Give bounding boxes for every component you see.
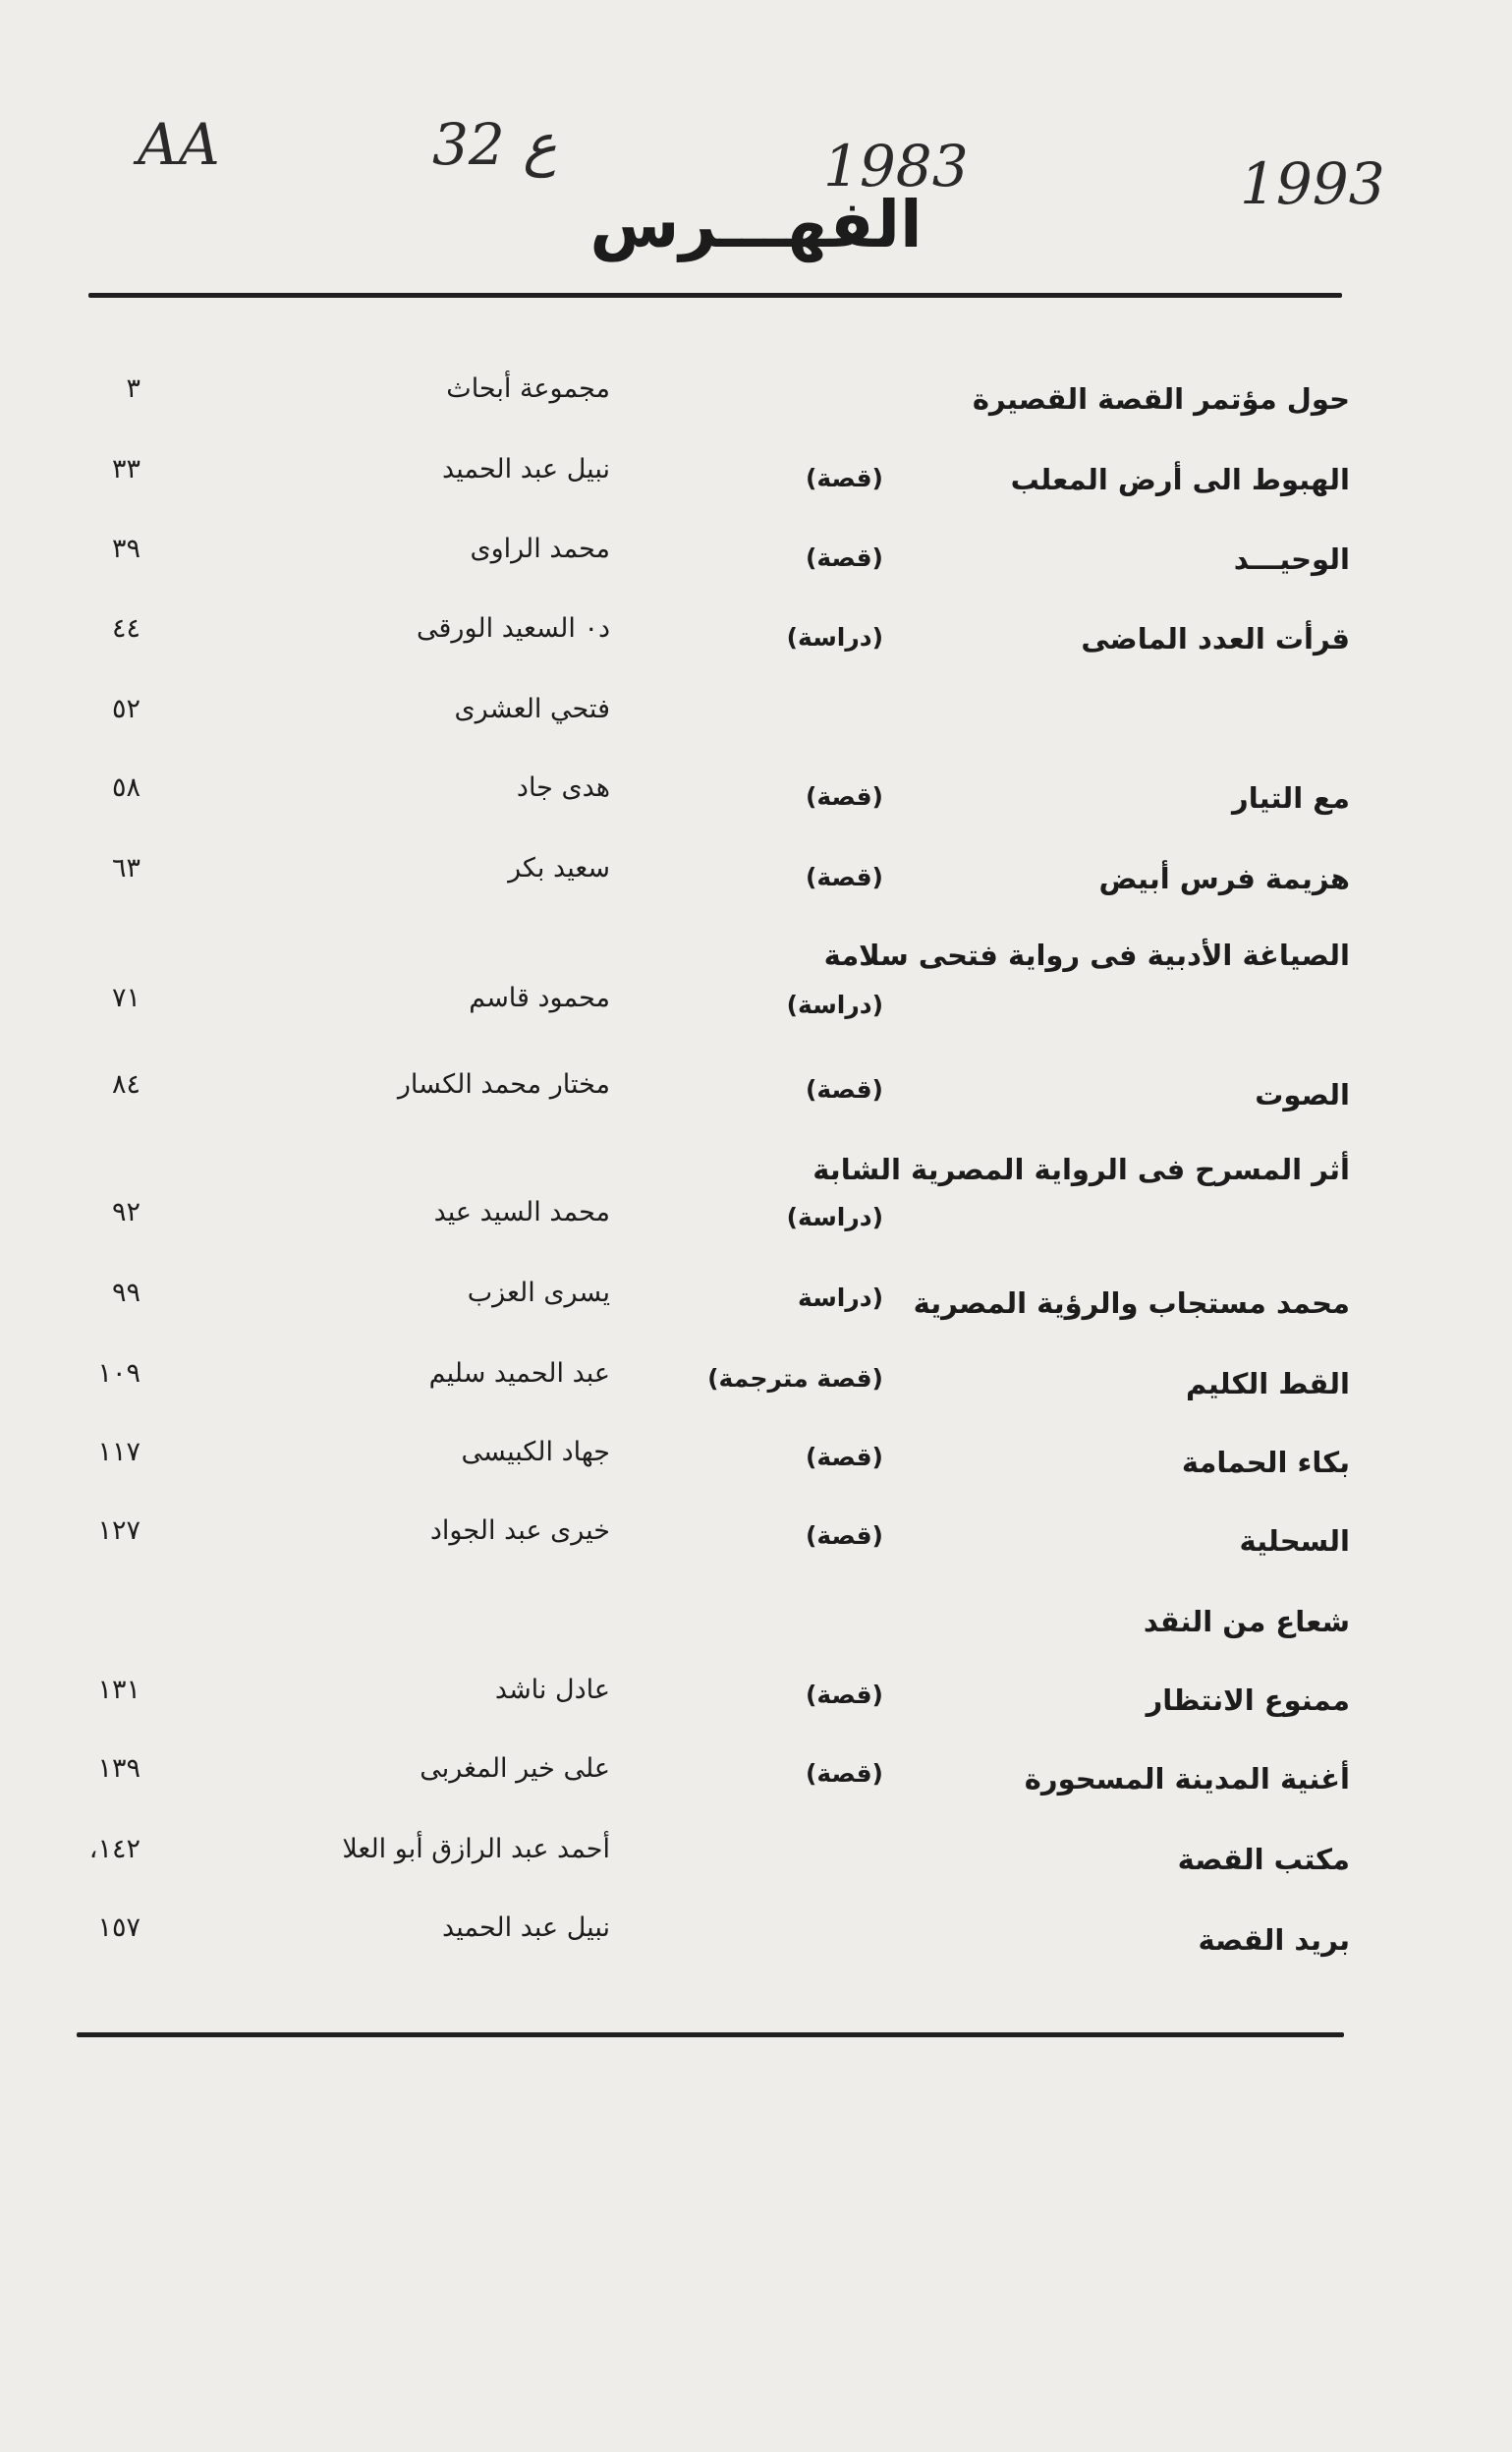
- toc-page: ٣: [126, 373, 140, 404]
- toc-genre: (دراسة): [786, 991, 883, 1019]
- toc-title: السحلية: [1239, 1524, 1350, 1558]
- toc-title: مكتب القصة: [1177, 1843, 1350, 1876]
- toc-title: الصوت: [1255, 1078, 1350, 1112]
- toc-row: [0, 1914, 1512, 2013]
- toc-genre: (قصة): [805, 863, 883, 891]
- toc-author: هدى جاد: [516, 772, 610, 803]
- toc-title: القط الكليم: [1186, 1367, 1350, 1400]
- toc-page: ١٣٩: [97, 1753, 140, 1784]
- toc-page: ٥٨: [111, 772, 140, 803]
- toc-author: محمد السيد عيد: [433, 1197, 610, 1227]
- toc-page: ٣٩: [111, 534, 140, 564]
- toc-author: مختار محمد الكسار: [397, 1069, 610, 1100]
- toc-author: خيرى عبد الجواد: [429, 1515, 610, 1546]
- toc-title: هزيمة فرس أبيض: [1098, 862, 1350, 895]
- toc-author: عبد الحميد سليم: [428, 1358, 610, 1389]
- toc-page: ٣٣: [111, 454, 140, 485]
- toc-title: الوحيـــد: [1233, 542, 1350, 576]
- toc-genre: (قصة): [805, 543, 883, 572]
- toc-genre: (قصة): [805, 1681, 883, 1709]
- page-title: الفهـــرس: [589, 187, 923, 262]
- toc-author: محمد الراوى: [470, 534, 610, 564]
- toc-title: ممنوع الانتظار: [1146, 1683, 1350, 1717]
- toc-genre: (قصة مترجمة): [707, 1364, 883, 1393]
- toc-author: عادل ناشد: [494, 1675, 610, 1705]
- toc-page: ٥٢: [111, 694, 140, 724]
- toc-page: ١٤٢،: [88, 1834, 140, 1864]
- bottom-divider: [77, 2032, 1344, 2037]
- toc-title: أغنية المدينة المسحورة: [1024, 1762, 1350, 1796]
- toc-author: يسرى العزب: [467, 1278, 610, 1308]
- toc-title: بريد القصة: [1198, 1923, 1350, 1957]
- toc-author: مجموعة أبحاث: [446, 373, 610, 404]
- toc-title: مع التيار: [1232, 781, 1350, 815]
- toc-genre: (قصة): [805, 1759, 883, 1788]
- toc-genre: (قصة): [805, 464, 883, 492]
- toc-author: على خير المغربى: [420, 1753, 610, 1784]
- top-divider: [88, 293, 1342, 298]
- handwritten-issue: 32 ع: [432, 111, 557, 178]
- toc-author: جهاد الكبيسى: [461, 1437, 610, 1467]
- toc-author: محمود قاسم: [469, 983, 610, 1013]
- toc-row: [0, 1517, 1512, 1616]
- toc-genre: (دراسة: [798, 1283, 883, 1312]
- handwritten-year-a: 1983: [823, 133, 969, 200]
- toc-title: الصياغة الأدبية فى رواية فتحى سلامة: [823, 939, 1350, 972]
- toc-page: ١٥٧: [97, 1912, 140, 1943]
- toc-genre: (دراسة): [786, 623, 883, 652]
- toc-page: ٦٣: [111, 853, 140, 884]
- toc-title: بكاء الحمامة: [1181, 1446, 1350, 1479]
- toc-title: أثر المسرح فى الرواية المصرية الشابة: [812, 1153, 1350, 1186]
- toc-author: فتحي العشرى: [454, 694, 610, 724]
- toc-genre: (قصة): [805, 782, 883, 811]
- toc-page: ١٠٩: [97, 1358, 140, 1389]
- toc-page: ٩٢: [111, 1197, 140, 1227]
- toc-page: ١٣١: [97, 1675, 140, 1705]
- toc-author: سعيد بكر: [508, 853, 610, 884]
- toc-row: [0, 941, 1512, 1040]
- toc-row: [0, 1153, 1512, 1254]
- toc-genre: (قصة): [805, 1075, 883, 1104]
- handwritten-year-b: 1993: [1240, 150, 1385, 217]
- toc-title: قرأت العدد الماضى: [1081, 622, 1350, 656]
- handwritten-ref: AA: [138, 111, 220, 178]
- toc-page: ٧١: [111, 983, 140, 1013]
- toc-page: ٩٩: [111, 1278, 140, 1308]
- toc-author: نبيل عبد الحميد: [442, 1912, 610, 1943]
- toc-author: نبيل عبد الحميد: [442, 454, 610, 485]
- toc-author: أحمد عبد الرازق أبو العلا: [342, 1834, 610, 1864]
- toc-page: ١٢٧: [97, 1515, 140, 1546]
- toc-page: ٨٤: [111, 1069, 140, 1100]
- toc-genre: (دراسة): [786, 1203, 883, 1231]
- toc-genre: (قصة): [805, 1521, 883, 1550]
- toc-author: د٠ السعيد الورقى: [417, 613, 610, 644]
- toc-page: ١١٧: [97, 1437, 140, 1467]
- toc-title: حول مؤتمر القصة القصيرة: [972, 382, 1350, 416]
- toc-genre: (قصة): [805, 1443, 883, 1471]
- toc-title: محمد مستجاب والرؤية المصرية: [913, 1286, 1350, 1320]
- toc-title: شعاع من النقد: [1143, 1605, 1350, 1638]
- toc-page: ٤٤: [111, 613, 140, 644]
- toc-title: الهبوط الى أرض المعلب: [1010, 463, 1350, 496]
